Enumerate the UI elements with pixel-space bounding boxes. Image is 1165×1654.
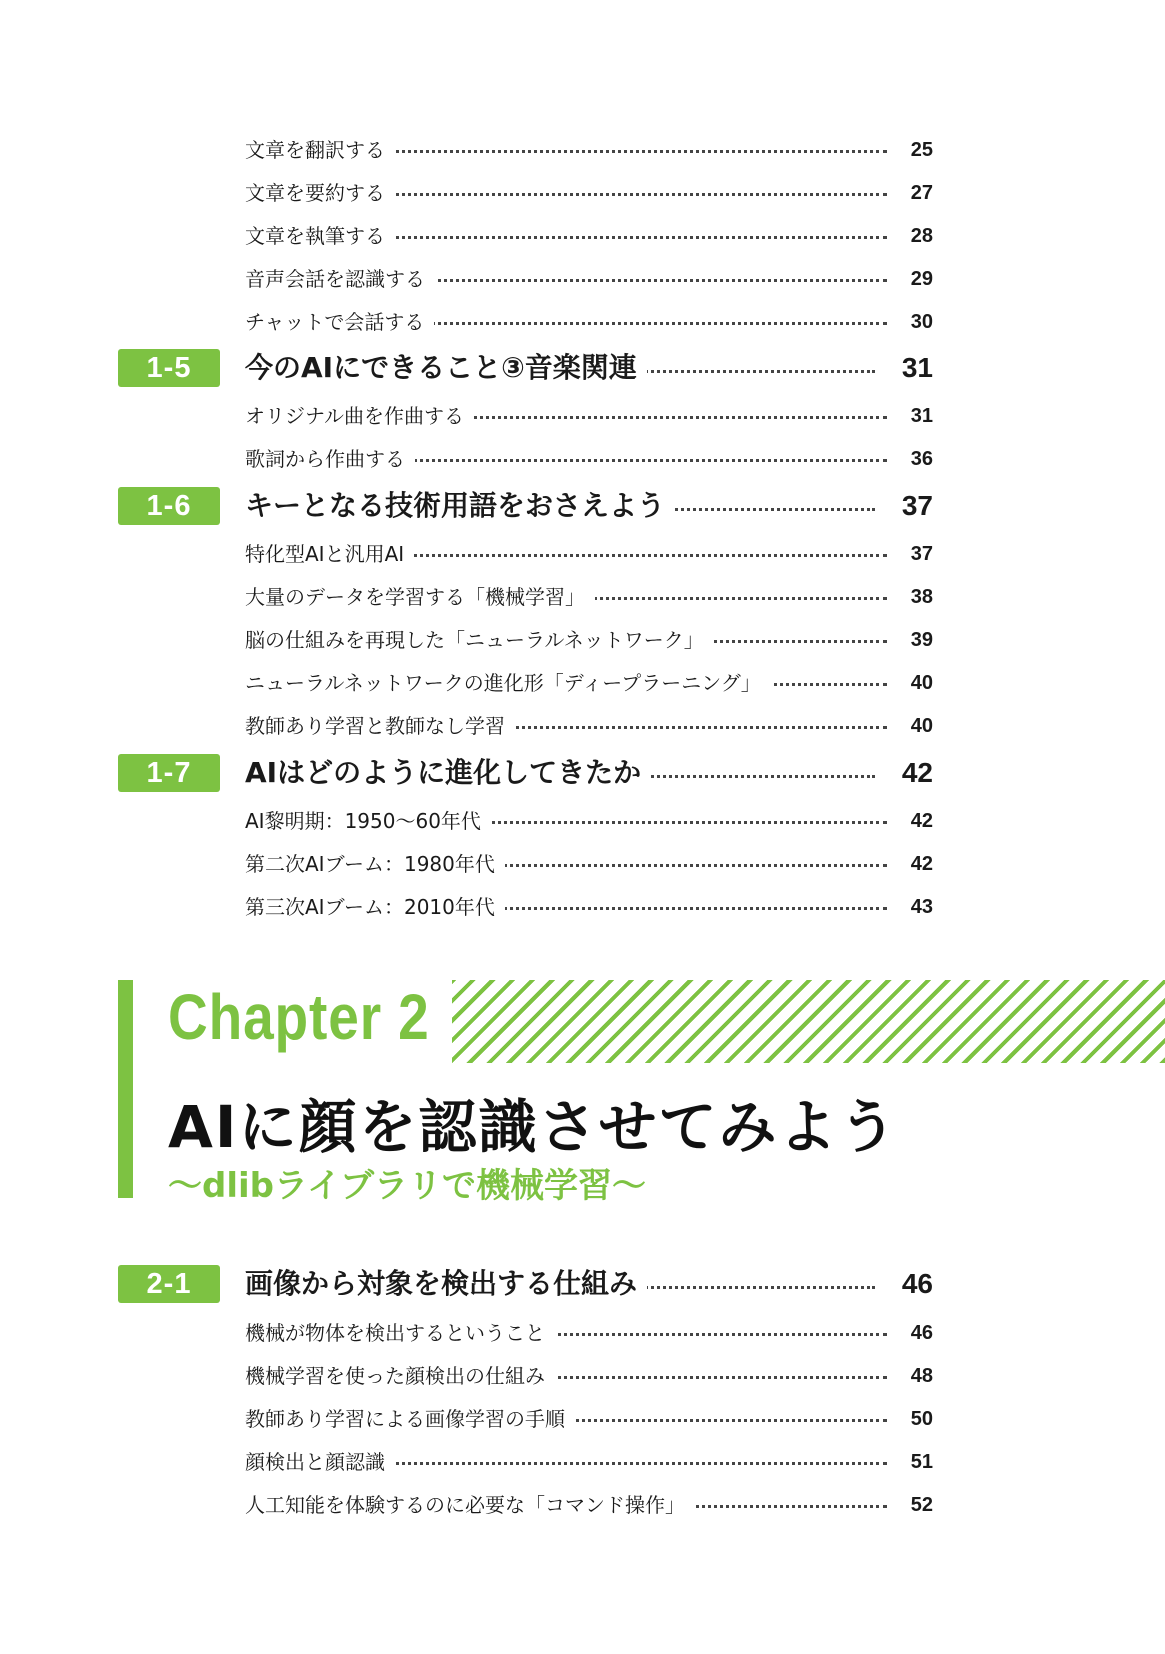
- toc-entry-row[interactable]: [0, 844, 1165, 884]
- page-number: 52: [910, 1494, 933, 1516]
- page-number: 27: [910, 182, 933, 204]
- page-number: 25: [910, 139, 933, 161]
- entry-title: 脳の仕組みを再現した「ニューラルネットワーク」: [245, 620, 714, 660]
- entry-title: チャットで会話する: [245, 302, 434, 342]
- page-number: 28: [910, 225, 933, 247]
- entry-title: 文章を要約する: [245, 173, 395, 213]
- toc-section-row[interactable]: [0, 1262, 1165, 1306]
- chapter-stripe-pattern: [452, 980, 1165, 1063]
- dot-leader: [640, 1286, 875, 1289]
- toc-entry-row[interactable]: [0, 259, 1165, 299]
- chapter-label: Chapter 2: [168, 981, 430, 1053]
- page-number: 31: [901, 352, 933, 383]
- section-number-badge: 1-6: [118, 487, 220, 525]
- toc-entry-row[interactable]: [0, 130, 1165, 170]
- page-number: 40: [910, 715, 933, 737]
- entry-title: 教師あり学習と教師なし学習: [245, 706, 515, 746]
- page-number: 46: [901, 1268, 933, 1299]
- chapter-subtitle: 〜dlibライブラリで機械学習〜: [168, 1166, 646, 1206]
- toc-entry-row[interactable]: [0, 302, 1165, 342]
- toc-entry-row[interactable]: [0, 216, 1165, 256]
- entry-title: AI黎明期：1950〜60年代: [245, 801, 491, 841]
- page-number: 43: [910, 896, 933, 918]
- section-title: キーとなる技術用語をおさえよう: [245, 484, 675, 528]
- entry-title: 機械学習を使った顔検出の仕組み: [245, 1356, 555, 1396]
- toc-entry-row[interactable]: [0, 1399, 1165, 1439]
- toc-entry-row[interactable]: [0, 534, 1165, 574]
- toc-entry-row[interactable]: [0, 887, 1165, 927]
- entry-title: 歌詞から作曲する: [245, 439, 415, 479]
- toc-entry-row[interactable]: [0, 801, 1165, 841]
- entry-title: 教師あり学習による画像学習の手順: [245, 1399, 575, 1439]
- entry-title: オリジナル曲を作曲する: [245, 396, 474, 436]
- page-number: 39: [910, 629, 933, 651]
- page-number: 46: [910, 1322, 933, 1344]
- page-number: 31: [910, 405, 933, 427]
- entry-title: 人工知能を体験するのに必要な「コマンド操作」: [245, 1485, 695, 1525]
- toc-entry-row[interactable]: [0, 1356, 1165, 1396]
- entry-title: 第三次AIブーム：2010年代: [245, 887, 505, 927]
- toc-entry-row[interactable]: [0, 620, 1165, 660]
- toc-section-row[interactable]: [0, 346, 1165, 390]
- page-number: 51: [910, 1451, 933, 1473]
- section-number-badge: 2-1: [118, 1265, 220, 1303]
- page-number: 36: [910, 448, 933, 470]
- toc-entry-row[interactable]: [0, 663, 1165, 703]
- page-number: 30: [910, 311, 933, 333]
- dot-leader: [640, 370, 875, 373]
- toc-section-row[interactable]: [0, 751, 1165, 795]
- section-title: AIはどのように進化してきたか: [245, 751, 651, 795]
- page-number: 37: [910, 543, 933, 565]
- page-number: 50: [910, 1408, 933, 1430]
- toc-entry-row[interactable]: [0, 439, 1165, 479]
- entry-title: 第二次AIブーム：1980年代: [245, 844, 505, 884]
- dot-leader: [640, 508, 875, 511]
- page-number: 48: [910, 1365, 933, 1387]
- entry-title: 特化型AIと汎用AI: [245, 534, 414, 574]
- toc-entry-row[interactable]: [0, 1485, 1165, 1525]
- toc-section-row[interactable]: [0, 484, 1165, 528]
- toc-entry-row[interactable]: [0, 1313, 1165, 1353]
- page-number: 42: [910, 853, 933, 875]
- section-title: 画像から対象を検出する仕組み: [245, 1262, 647, 1306]
- entry-title: 大量のデータを学習する「機械学習」: [245, 577, 595, 617]
- toc-entry-row[interactable]: [0, 396, 1165, 436]
- toc-entry-row[interactable]: [0, 1442, 1165, 1482]
- page-number: 37: [901, 490, 933, 521]
- chapter-title: AIに顔を認識させてみよう: [168, 1093, 899, 1161]
- section-number-badge: 1-5: [118, 349, 220, 387]
- toc-entry-row[interactable]: [0, 706, 1165, 746]
- section-number-badge: 1-7: [118, 754, 220, 792]
- entry-title: 顔検出と顔認識: [245, 1442, 395, 1482]
- page-number: 40: [910, 672, 933, 694]
- toc-entry-row[interactable]: [0, 577, 1165, 617]
- page-number: 38: [910, 586, 933, 608]
- page-number: 42: [901, 757, 933, 788]
- toc-entry-row[interactable]: [0, 173, 1165, 213]
- entry-title: 文章を執筆する: [245, 216, 395, 256]
- chapter-accent-bar: [118, 980, 133, 1198]
- entry-title: ニューラルネットワークの進化形「ディープラーニング」: [245, 663, 771, 703]
- entry-title: 音声会話を認識する: [245, 259, 435, 299]
- dot-leader: [640, 775, 875, 778]
- entry-title: 文章を翻訳する: [245, 130, 395, 170]
- page-number: 42: [910, 810, 933, 832]
- entry-title: 機械が物体を検出するということ: [245, 1313, 555, 1353]
- page-number: 29: [910, 268, 933, 290]
- section-title: 今のAIにできること③音楽関連: [245, 346, 647, 390]
